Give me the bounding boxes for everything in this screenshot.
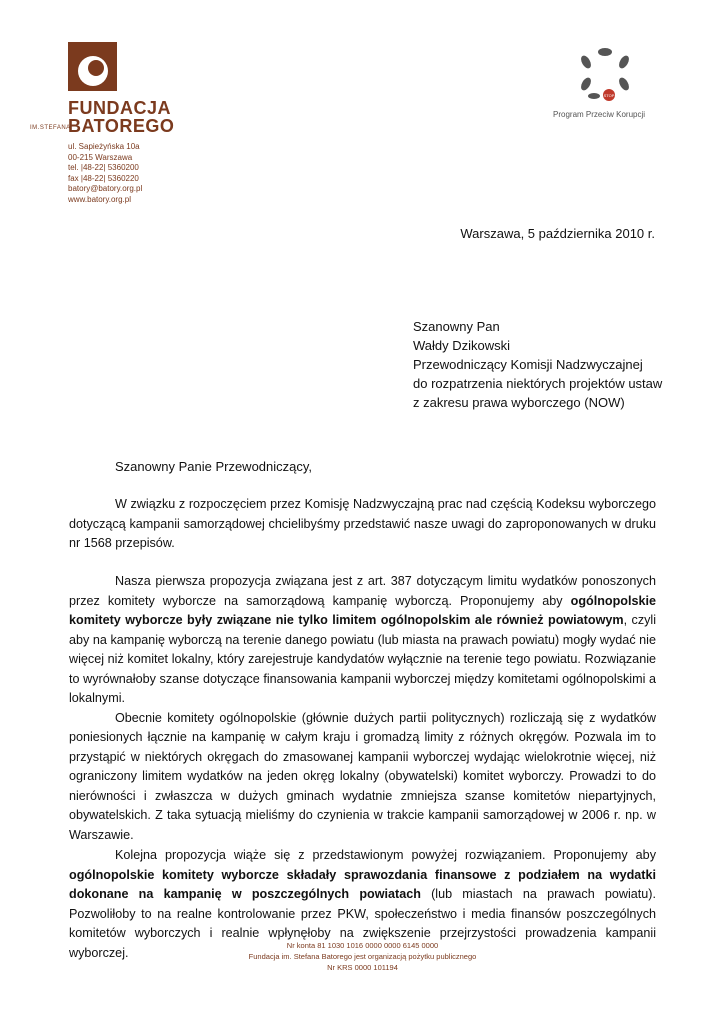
address-city: 00-215 Warszawa — [68, 152, 133, 162]
program-name: Program Przeciw Korupcji — [553, 110, 646, 119]
paragraph-1-text: W związku z rozpoczęciem przez Komisję Nadzwyczajną prac nad częścią Kodeksu wyborczego dotyczącą kampanii samorządowej chcielibyśmy przedstawić nasze uwagi do zaproponowanych w druku nr 1568 przepisów. — [69, 497, 656, 550]
recipient-line: Wałdy Dzikowski — [413, 338, 511, 353]
salutation: Szanowny Panie Przewodniczący, — [115, 459, 313, 474]
recipient-line: Szanowny Pan — [413, 319, 500, 334]
anticorruption-program-logo — [572, 44, 638, 104]
address-street: ul. Sapieżyńska 10a — [68, 142, 140, 151]
footer-bank-account: Nr konta 81 1030 1016 0000 0000 6145 0000 — [286, 941, 439, 950]
address-email: batory@batory.org.pl — [68, 184, 143, 193]
stop-badge-text: STOP — [603, 93, 615, 98]
paragraph-2 — [69, 572, 656, 845]
recipient-line: do rozpatrzenia niektórych projektów ustaw — [413, 376, 663, 391]
foundation-name-prefix: IM.STEFANA — [30, 125, 71, 131]
paragraph-1 — [69, 495, 656, 554]
paragraph-2-text: Nasza pierwsza propozycja związana jest z art. 387 dotyczącym limitu wydatków ponoszonych przez komitety wyborcze na samorządową kampanię wyborczą. Proponujemy aby ogólnopolskie komitety wyborcze były związane nie tylko limitem ogólnopolskim ale również powiatowym, czyli aby na kampanię wyborczą na terenie danego powiatu (lub miasta na prawach powiatu) mogły wydać nie więcej niż komitet lokalny, który zarejestruje kandydatów wyłącznie na terenie tego powiatu. Rozwiązanie to wyrównałoby szanse dotyczące finansowania kampanii wyborczej między komitetami ogólnopolskimi a lokalnymi. — [69, 574, 657, 705]
foundation-name-line1: FUNDACJA — [68, 98, 171, 118]
footer-krs: Nr KRS 0000 101194 — [327, 963, 398, 972]
letter-footer — [0, 940, 725, 973]
recipient-line: z zakresu prawa wyborczego (NOW) — [413, 395, 625, 410]
letter-date: Warszawa, 5 października 2010 r. — [460, 226, 655, 241]
paragraph-3-text: Kolejna propozycja wiąże się z przedstawionym powyżej rozwiązaniem. Proponujemy aby ogólnopolskie komitety wyborcze składały sprawozdania finansowe z podziałem na wydatki dokonane na kampanię w poszczególnych powiatach (lub miastach na prawach powiatu). Pozwoliłoby to na realne kontrolowanie przez PKW, społeczeństwo i media finansów poszczególnych komitetów wyborczych i realnie wpłynęłoby na zwiększenie przejrzystości prowadzenia kampanii wyborczej. — [69, 848, 656, 960]
footer-public-benefit: Fundacja im. Stefana Batorego jest organizacją pożytku publicznego — [248, 952, 477, 961]
address-website: www.batory.org.pl — [68, 194, 131, 204]
foundation-logo-mark — [68, 42, 117, 91]
paragraph-2-emphasis: ogólnopolskie komitety wyborcze były związane nie tylko limitem ogólnopolskim ale również powiatowym — [69, 593, 656, 627]
foundation-name-line2: BATOREGO — [68, 116, 175, 136]
address-fax: fax |48-22| 5360220 — [68, 173, 139, 183]
recipient-block — [413, 317, 662, 412]
address-phone: tel. |48-22| 5360200 — [68, 163, 139, 172]
recipient-line: Przewodniczący Komisji Nadzwyczajnej — [413, 357, 643, 372]
foundation-address — [68, 142, 142, 205]
paragraph-3-emphasis: ogólnopolskie komitety wyborcze składały sprawozdania finansowe z podziałem na wydatki dokonane na kampanię w poszczególnych powiatach — [69, 867, 656, 901]
paragraph-2-continuation: Obecnie komitety ogólnopolskie (głównie dużych partii politycznych) rozliczają się z wydatków poniesionych łącznie na kampanię w całym kraju i gromadzą limity z różnych okręgów. Pozwala im to przystąpić w niektórych okręgach do zmasowanej kampanii wyborczej wydając wielokrotnie więcej, niż ograniczony limitem wydatków na jeden okręg lokalny (obywatelski) komitet wyborczy. Prowadzi to do nierówności i zwłaszcza w dużych gminach wydatnie zmniejsza szanse komitetów niepartyjnych, obywatelskich. Z taka sytuacją mieliśmy do czynienia w trakcie kampanii samorządowej w 2006 r. np. w Warszawie. — [69, 710, 656, 842]
